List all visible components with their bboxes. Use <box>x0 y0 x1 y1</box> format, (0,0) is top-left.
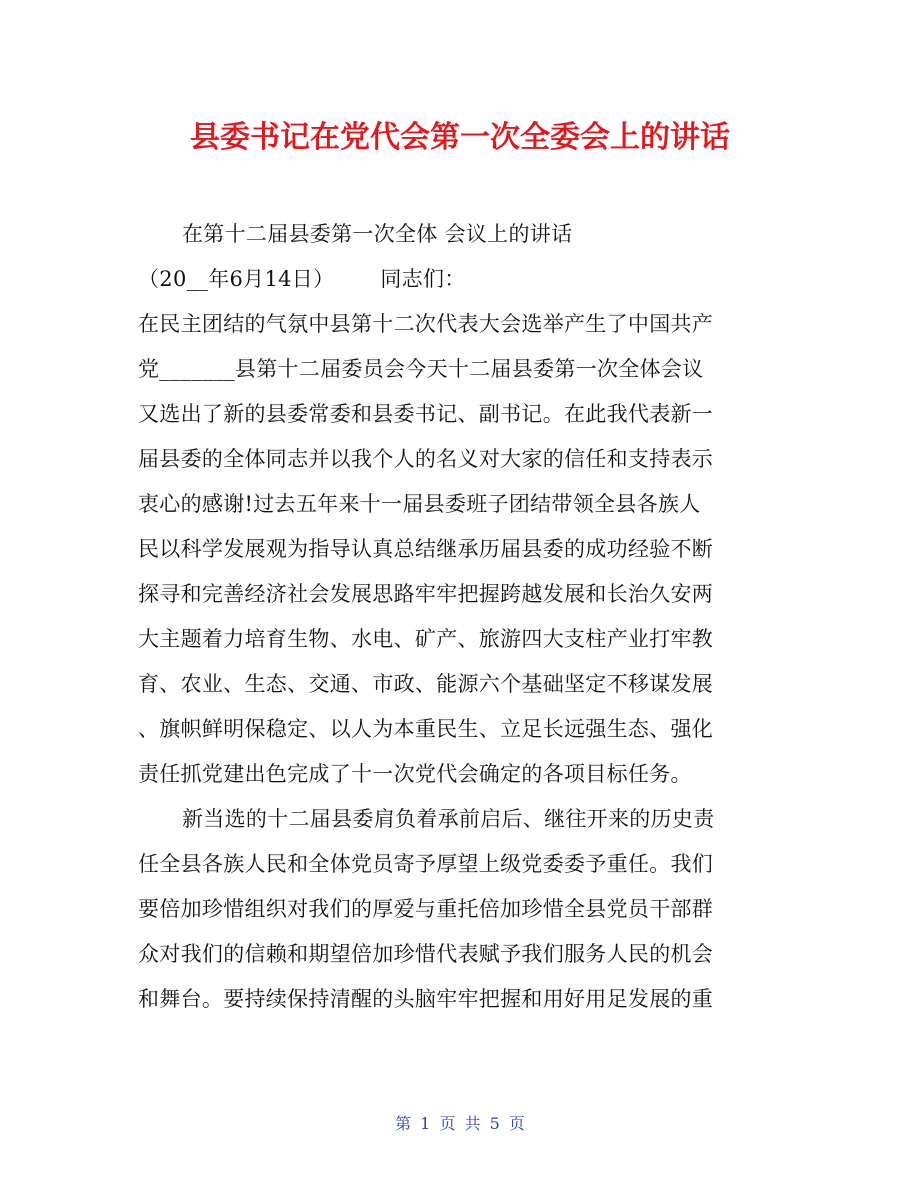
paragraph1-line: 民以科学发展观为指导认真总结继承历届县委的成功经验不断 <box>138 537 714 561</box>
document-body <box>138 212 784 1022</box>
paragraph2-line: 新当选的十二届县委肩负着承前启后、继往开来的历史责 <box>182 807 715 831</box>
paragraph1-line: 大主题着力培育生物、水电、矿产、旅游四大支柱产业打牢教 <box>138 627 714 651</box>
page-number-footer: 第 1 页 共 5 页 <box>395 1114 525 1133</box>
speech-subtitle: 在第十二届县委第一次全体 会议上的讲话 <box>182 222 573 246</box>
paragraph1-line: 衷心的感谢!过去五年来十一届县委班子团结带领全县各族人 <box>138 492 701 516</box>
paragraph2-line: 和舞台。要持续保持清醒的头脑牢牢把握和用好用足发展的重 <box>138 987 714 1011</box>
salutation: 同志们： <box>380 267 466 291</box>
paragraph1-line: 又选出了新的县委常委和县委书记、副书记。在此我代表新一 <box>138 402 714 426</box>
paragraph2-line: 众对我们的信赖和期望倍加珍惜代表赋予我们服务人民的机会 <box>138 942 714 966</box>
paragraph1-line: 育、农业、生态、交通、市政、能源六个基础坚定不移谋发展 <box>138 672 714 696</box>
paragraph1-line: 在民主团结的气氛中县第十二次代表大会选举产生了中国共产 <box>138 312 714 336</box>
paragraph2-line: 任全县各族人民和全体党员寄予厚望上级党委委予重任。我们 <box>138 852 714 876</box>
document-title: 县委书记在党代会第一次全委会上的讲话 <box>190 120 730 155</box>
paragraph1-line: 党_______县第十二届委员会今天十二届县委第一次全体会议 <box>138 357 704 381</box>
paragraph1-line: 、旗帜鲜明保稳定、以人为本重民生、立足长远强生态、强化 <box>138 717 714 741</box>
paragraph2-line: 要倍加珍惜组织对我们的厚爱与重托倍加珍惜全县党员干部群 <box>138 897 714 921</box>
paragraph1-line: 探寻和完善经济社会发展思路牢牢把握跨越发展和长治久安两 <box>138 582 714 606</box>
paragraph1-line: 责任抓党建出色完成了十一次党代会确定的各项目标任务。 <box>138 762 692 786</box>
paragraph1-line: 届县委的全体同志并以我个人的名义对大家的信任和支持表示 <box>138 447 714 471</box>
date-salutation-line <box>138 257 784 302</box>
speech-date: （20__年6月14日） <box>138 267 335 291</box>
